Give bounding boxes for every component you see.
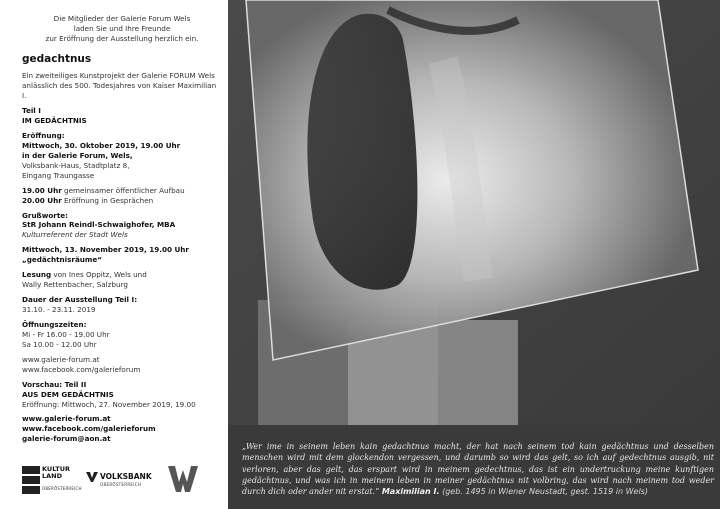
- exhibition-title: gedachtnus: [22, 52, 92, 65]
- address-line: Eingang Traungasse: [22, 170, 95, 180]
- address-line: Volksbank-Haus, Stadtplatz 8,: [22, 160, 130, 170]
- event-title: „gedächtnisräume“: [22, 255, 103, 265]
- intro-line: zur Eröffnung der Ausstellung herzlich ein.: [45, 33, 199, 43]
- kulturland-mark-icon: [22, 466, 40, 494]
- facebook-link[interactable]: www.facebook.com/galerieforum: [22, 364, 141, 374]
- reading-text: Wally Rettenbacher, Salzburg: [22, 280, 128, 290]
- schedule-item: [22, 196, 222, 206]
- event-date: Mittwoch, 13. November 2019, 19.00 Uhr: [22, 245, 189, 255]
- quote-caption: [228, 425, 720, 509]
- venue: in der Galerie Forum, Wels,: [22, 150, 133, 160]
- volksbank-wordmark: VOLKSBANK: [100, 472, 152, 481]
- website-link[interactable]: www.galerie-forum.at: [22, 354, 100, 364]
- artwork-panel: [228, 0, 720, 509]
- kulturland-region: OBERÖSTERREICH: [42, 486, 82, 491]
- greetings-role: Kulturreferent der Stadt Wels: [22, 230, 128, 240]
- schedule-text: gemeinsamer öffentlicher Aufbau: [61, 185, 185, 195]
- kulturland-line: LAND: [42, 471, 63, 480]
- volksbank-logo: [86, 472, 156, 492]
- kulturland-logo: [22, 465, 82, 494]
- greetings-label: Grußworte:: [22, 210, 69, 220]
- preview-label: Vorschau: Teil II: [22, 379, 87, 389]
- quote-author: Maximilian I.: [381, 487, 440, 497]
- quote-text: „Wer ime in seinem leben kain gedachtnus macht, der hat nach seinem tod kain gedächtnus und desselben menschen wird mit dem glockendon vergessen, und darumb so wird das gelt, so ich auf gedechtnus ausgib, nit verloren, aber das gelt, das erspart wird in meinem gedechtnus, das ist ein undertruckung meine kunftigen gedächtnus, und was ich in meinem leben in meiner gedächtnus nit volbring, das wird nach meinem tod weder durch dich oder ander nit erstat.“: [242, 442, 714, 497]
- opening-hours-weekdays: Mi - Fr 16.00 - 19.00 Uhr: [22, 329, 110, 339]
- duration-label: Dauer der Ausstellung Teil I:: [22, 295, 138, 305]
- duration-value: 31.10. - 23.11. 2019: [22, 305, 96, 315]
- project-description: Ein zweiteiliges Kunstprojekt der Galerie FORUM Wels anlässlich des 500. Todesjahres von Kaiser Maximilian I.: [22, 71, 217, 101]
- reading-info: [22, 270, 222, 280]
- schedule-text: Eröffnung in Gesprächen: [61, 195, 154, 205]
- opening-hours-label: Öffnungszeiten:: [22, 319, 87, 329]
- kulturland-line: KULTUR: [42, 465, 70, 473]
- quote-author-note: (geb. 1495 in Wiener Neustadt, gest. 1519 in Wels): [439, 487, 648, 497]
- email-link[interactable]: galerie-forum@aon.at: [22, 434, 111, 444]
- opening-label: Eröffnung:: [22, 130, 65, 140]
- opening-date: Mittwoch, 30. Oktober 2019, 19.00 Uhr: [22, 140, 181, 150]
- artwork-photo: [228, 0, 720, 425]
- schedule-item: [22, 186, 222, 196]
- volksbank-region: OBERÖSTERREICH: [100, 482, 142, 487]
- part1-heading: Teil I: [22, 106, 41, 116]
- wels-w-logo-icon: [168, 466, 198, 492]
- intro-line: laden Sie und Ihre Freunde: [73, 23, 171, 33]
- reading-label: Lesung: [22, 270, 52, 280]
- sponsor-logos: [22, 462, 222, 496]
- intro-line: Die Mitglieder der Galerie Forum Wels: [53, 14, 191, 23]
- maximilian-quote: [242, 441, 714, 498]
- preview-opening: Eröffnung: Mittwoch, 27. November 2019, 19.00: [22, 399, 196, 409]
- volksbank-mark-icon: [86, 472, 98, 482]
- website-link[interactable]: www.galerie-forum.at: [22, 414, 111, 424]
- greetings-name: StR Johann Reindl-Schwaighofer, MBA: [22, 220, 176, 230]
- schedule-time: 20.00 Uhr: [22, 195, 62, 205]
- schedule-time: 19.00 Uhr: [22, 185, 62, 195]
- reading-text: von Ines Oppitz, Wels und: [51, 270, 147, 280]
- kulturland-wordmark: [42, 466, 70, 480]
- opening-hours-saturday: Sa 10.00 - 12.00 Uhr: [22, 339, 97, 349]
- part1-title: IM GEDÄCHTNIS: [22, 116, 87, 126]
- facebook-link[interactable]: www.facebook.com/galerieforum: [22, 424, 156, 434]
- preview-title: AUS DEM GEDÄCHTNIS: [22, 389, 114, 399]
- invitation-text-column: [22, 14, 222, 444]
